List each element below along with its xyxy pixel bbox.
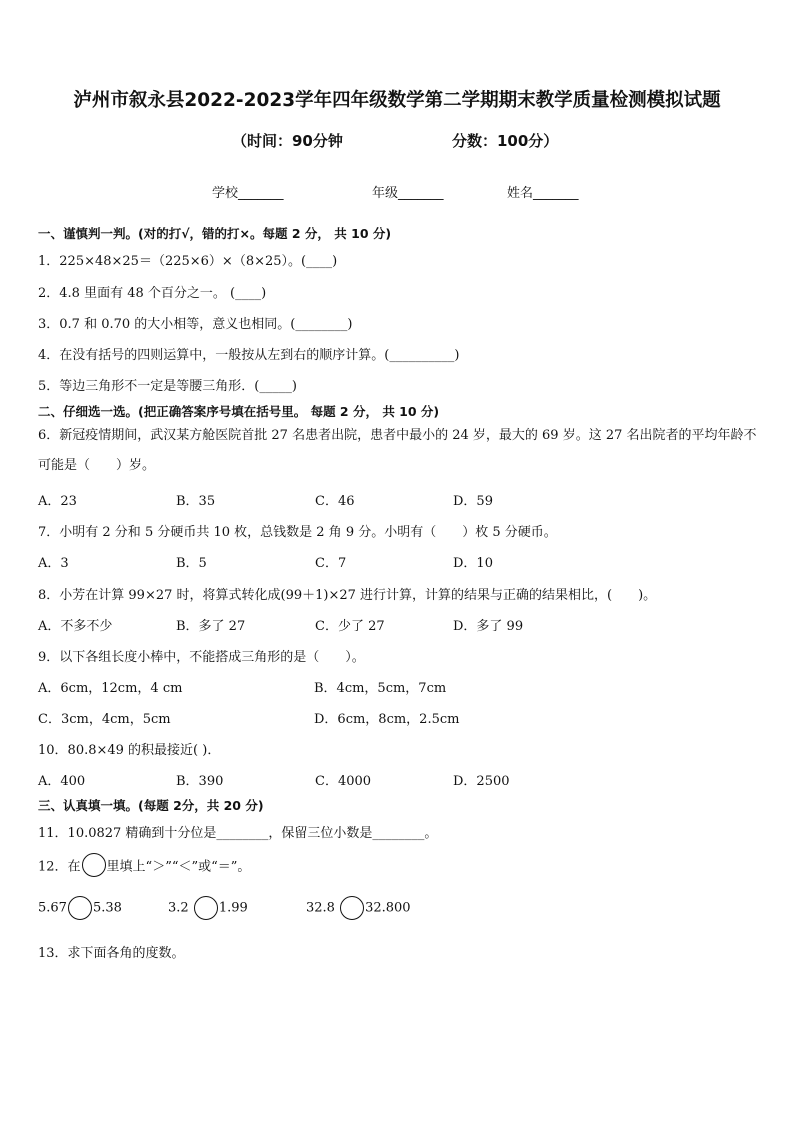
compare-circle-icon[interactable] — [340, 896, 364, 920]
q12-suffix: 里填上“＞”“＜”或“＝”。 — [106, 859, 251, 875]
q5: 5．等边三角形不一定是等腰三角形．(_____) — [38, 379, 297, 394]
compare-1-right: 5.38 — [92, 900, 122, 916]
compare-1-left: 5.67 — [38, 900, 67, 916]
q8-option-a: A．不多不少 — [38, 619, 113, 634]
answer-circle-icon — [82, 853, 106, 877]
q9-option-c: C．3cm，4cm，5cm — [38, 712, 171, 727]
section2-heading: 二、仔细选一选。(把正确答案序号填在括号里。 每题 2 分， 共 10 分) — [38, 404, 440, 419]
q6-option-b: B．35 — [176, 494, 216, 509]
q12-stem — [38, 853, 250, 877]
q12-prefix: 12．在 — [38, 859, 81, 875]
compare-2-right: 1.99 — [218, 900, 248, 916]
q8-option-d: D．多了 99 — [453, 619, 524, 634]
q4: 4．在没有括号的四则运算中，一般按从左到右的顺序计算。(__________) — [38, 348, 460, 363]
compare-3 — [306, 896, 411, 920]
compare-2 — [168, 896, 248, 920]
q8-stem: 8．小芳在计算 99×27 时，将算式转化成(99＋1)×27 进行计算，计算的结果与正确的结果相比，( )。 — [38, 588, 657, 603]
q6-stem: 6．新冠疫情期间，武汉某方舱医院首批 27 名患者出院，患者中最小的 24 岁，最大的 69 岁。这 27 名出院者的平均年龄不可能是（ ）岁。 — [38, 428, 757, 473]
q8-option-c: C．少了 27 — [315, 619, 385, 634]
q11: 11．10.0827 精确到十分位是________，保留三位小数是________。 — [38, 826, 438, 841]
q7-option-b: B．5 — [176, 556, 207, 571]
q9-option-b: B．4cm，5cm，7cm — [314, 681, 447, 696]
q8-option-b: B．多了 27 — [176, 619, 246, 634]
q7-option-a: A．3 — [38, 556, 69, 571]
grade-field: 年级_______ — [372, 186, 444, 201]
q13: 13．求下面各角的度数。 — [38, 946, 185, 961]
compare-1 — [38, 896, 122, 920]
name-field: 姓名_______ — [507, 186, 579, 201]
q9-option-a: A．6cm，12cm，4 cm — [38, 681, 183, 696]
q7-option-c: C．7 — [315, 556, 347, 571]
q6-option-a: A．23 — [38, 494, 77, 509]
q9-stem: 9．以下各组长度小棒中，不能搭成三角形的是（ ）。 — [38, 650, 365, 665]
exam-time: （时间：90分钟 — [232, 132, 343, 150]
school-field: 学校_______ — [212, 186, 284, 201]
compare-circle-icon[interactable] — [194, 896, 218, 920]
q1: 1．225×48×25＝（225×6）×（8×25）。(____) — [38, 254, 338, 269]
section3-heading: 三、认真填一填。(每题 2分，共 20 分) — [38, 798, 264, 813]
q10-option-d: D．2500 — [453, 774, 510, 789]
q10-option-c: C．4000 — [315, 774, 372, 789]
q9-option-d: D．6cm，8cm，2.5cm — [314, 712, 460, 727]
q10-option-a: A．400 — [38, 774, 86, 789]
exam-title: 泸州市叙永县2022-2023学年四年级数学第二学期期末教学质量检测模拟试题 — [73, 90, 721, 111]
q10-option-b: B．390 — [176, 774, 224, 789]
q6-option-d: D．59 — [453, 494, 493, 509]
compare-3-right: 32.800 — [365, 900, 411, 916]
compare-3-left: 32.8 — [306, 900, 335, 916]
q10-stem: 10．80.8×49 的积最接近( )． — [38, 743, 221, 758]
q6-option-c: C．46 — [315, 494, 355, 509]
section1-heading: 一、谨慎判一判。(对的打√，错的打×。每题 2 分， 共 10 分) — [38, 226, 392, 241]
q3: 3．0.7 和 0.70 的大小相等，意义也相同。(________) — [38, 317, 353, 332]
q7-stem: 7．小明有 2 分和 5 分硬币共 10 枚，总钱数是 2 角 9 分。小明有（ ）枚 5 分硬币。 — [38, 525, 557, 540]
q7-option-d: D．10 — [453, 556, 493, 571]
compare-2-left: 3.2 — [168, 900, 189, 916]
exam-score: 分数：100分） — [452, 132, 559, 150]
q2: 2．4.8 里面有 48 个百分之一。 (____) — [38, 286, 267, 301]
compare-circle-icon[interactable] — [68, 896, 92, 920]
